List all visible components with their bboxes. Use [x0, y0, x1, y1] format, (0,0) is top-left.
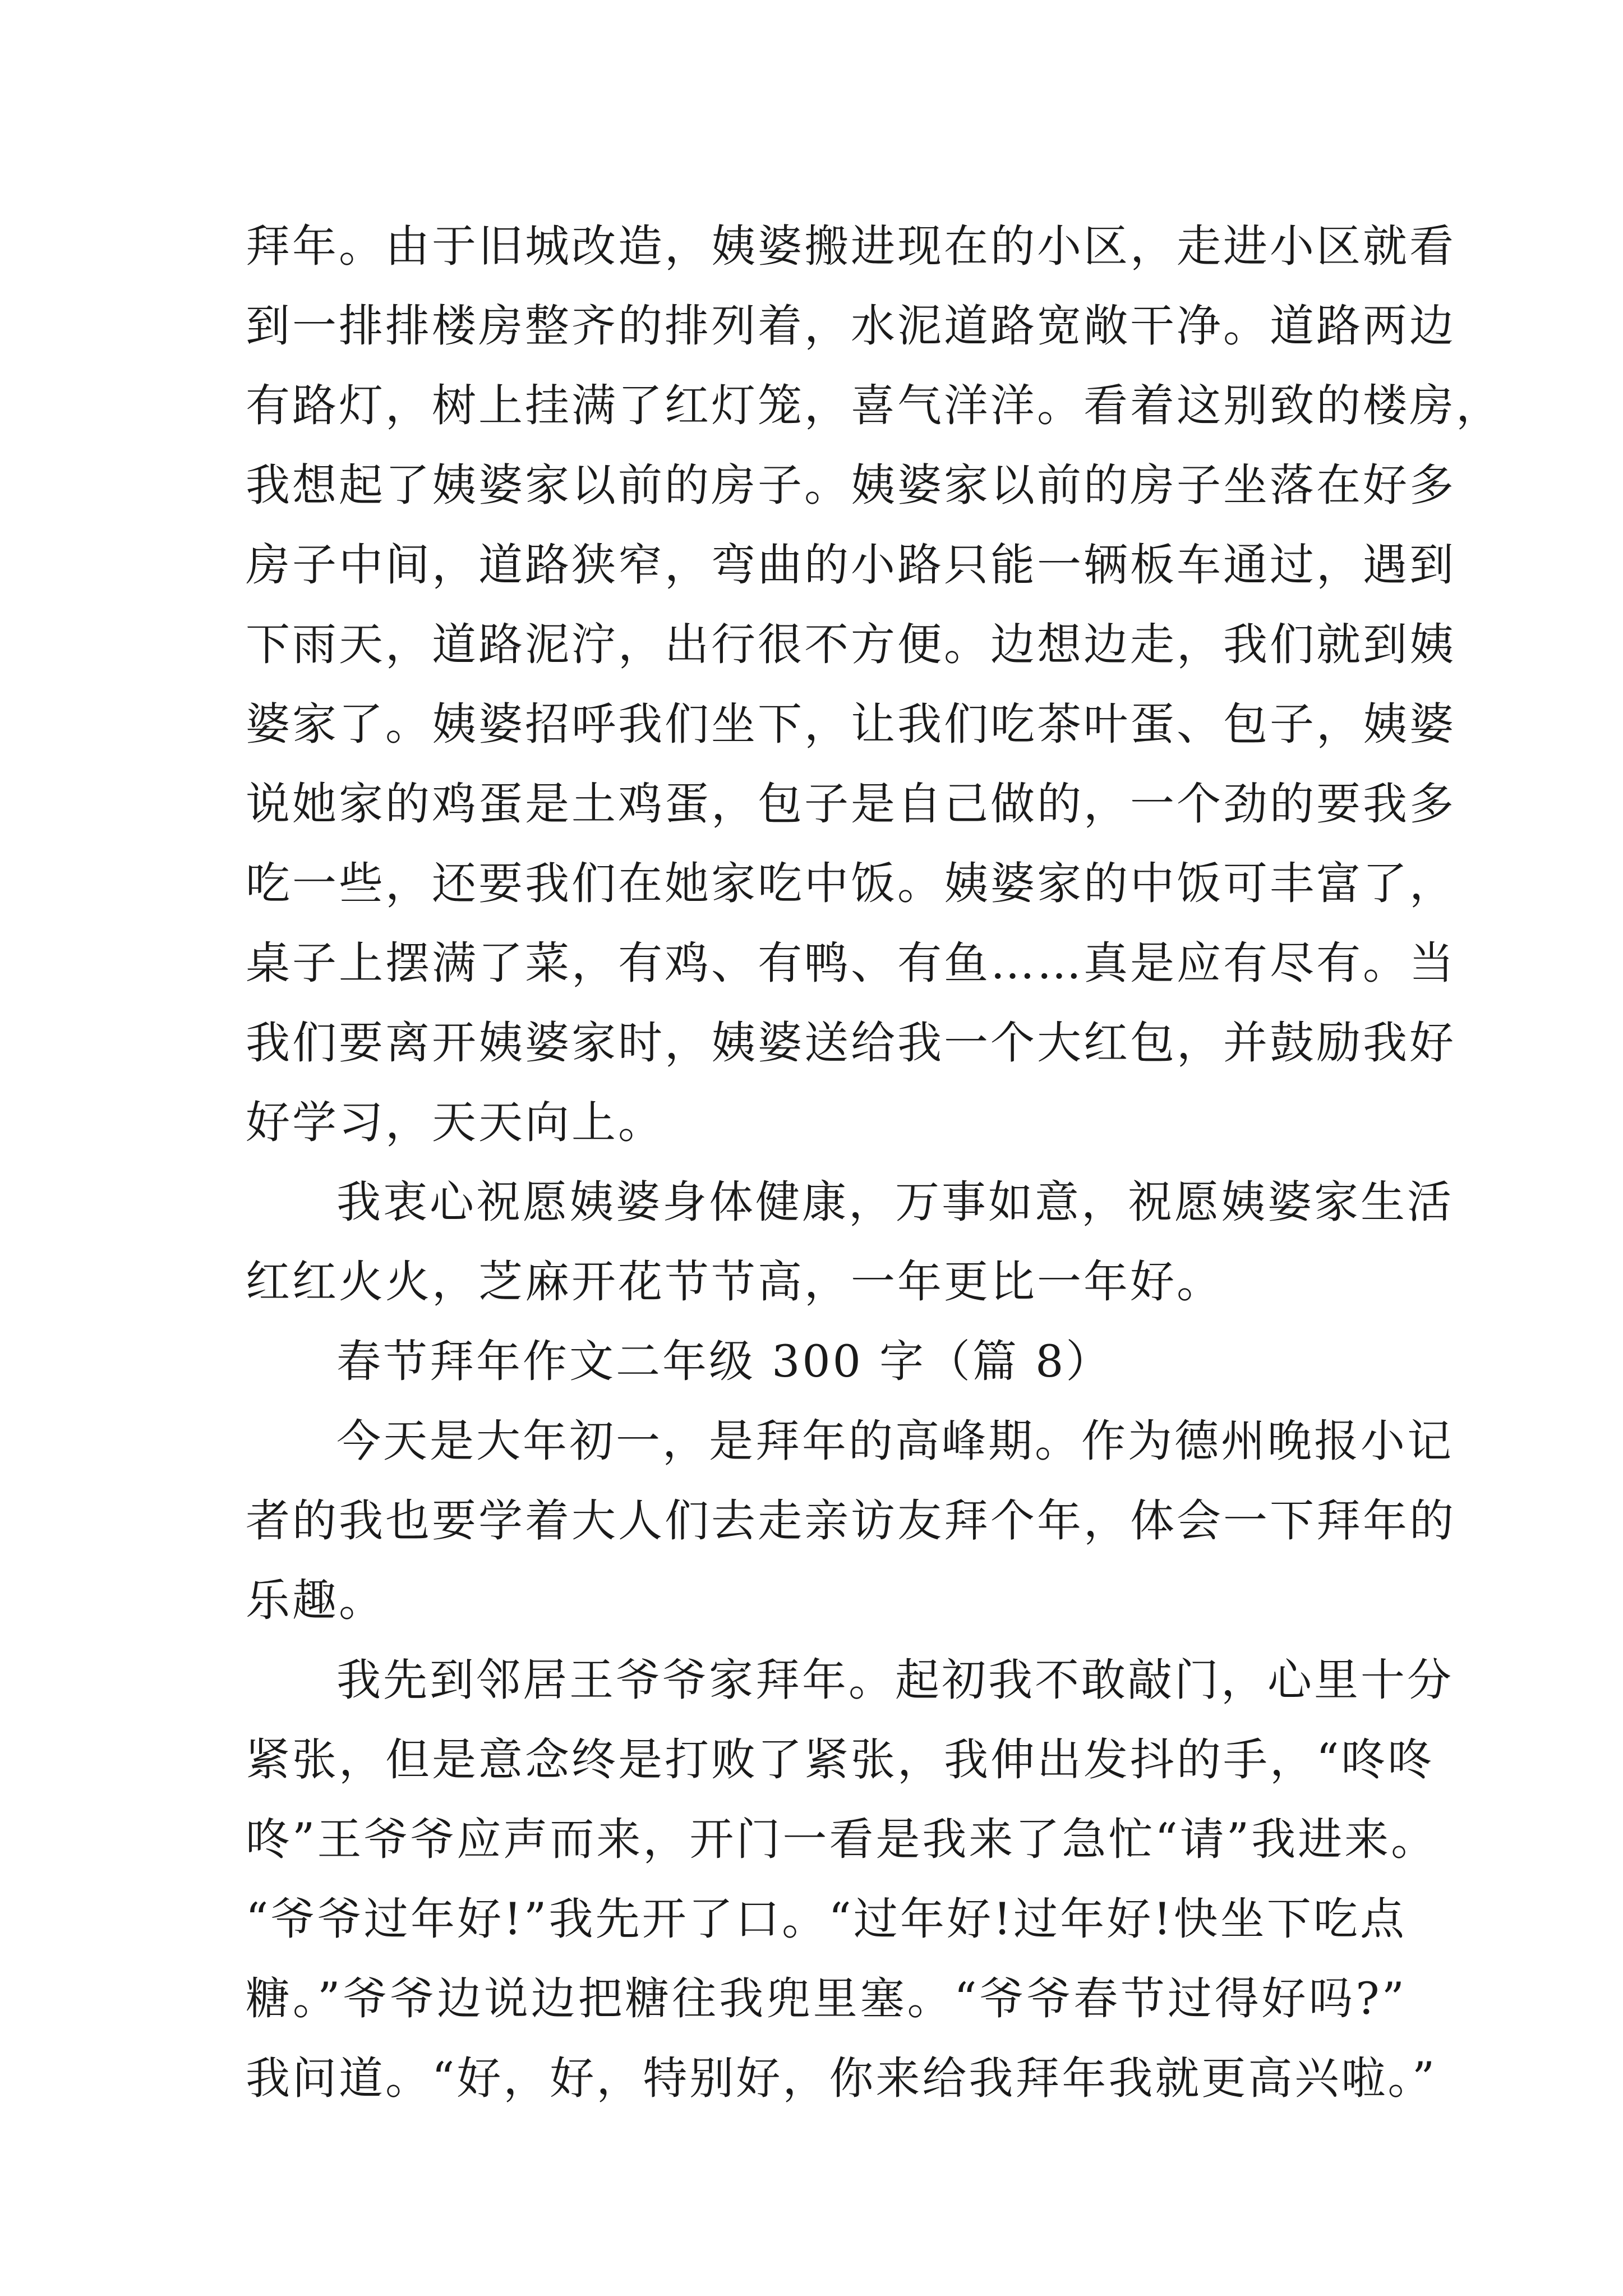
- text-line: 糖。”爷爷边说边把糖往我兜里塞。“爷爷春节过得好吗?”: [246, 1973, 1407, 2024]
- text-line: 好学习，天天向上。: [246, 1097, 665, 1148]
- text-line: 有路灯，树上挂满了红灯笼，喜气洋洋。看着这别致的楼房，: [246, 380, 1502, 431]
- text-line: 下雨天，道路泥泞，出行很不方便。边想边走，我们就到姨: [246, 619, 1456, 670]
- text-line: 今天是大年初一，是拜年的高峰期。作为德州晚报小记: [336, 1415, 1454, 1467]
- text-line: 拜年。由于旧城改造，姨婆搬进现在的小区，走进小区就看: [246, 220, 1456, 272]
- text-line: 房子中间，道路狭窄，弯曲的小路只能一辆板车通过，遇到: [246, 539, 1456, 591]
- text-line: 到一排排楼房整齐的排列着，水泥道路宽敞干净。道路两边: [246, 300, 1456, 352]
- text-line: 我衷心祝愿姨婆身体健康，万事如意，祝愿姨婆家生活: [336, 1176, 1454, 1228]
- text-line: 我们要离开姨婆家时，姨婆送给我一个大红包，并鼓励我好: [246, 1017, 1456, 1069]
- text-line: 咚”王爷爷应声而来，开门一看是我来了急忙“请”我进来。: [246, 1814, 1438, 1865]
- paragraph: [246, 206, 1502, 1162]
- text-line: 紧张，但是意念终是打败了紧张，我伸出发抖的手，“咚咚: [246, 1734, 1435, 1786]
- paragraph: [246, 1640, 1454, 2118]
- text-line: 桌子上摆满了菜，有鸡、有鸭、有鱼……真是应有尽有。当: [246, 937, 1456, 989]
- text-line: 婆家了。姨婆招呼我们坐下，让我们吃茶叶蛋、包子，姨婆: [246, 698, 1456, 750]
- text-line: 我先到邻居王爷爷家拜年。起初我不敢敲门，心里十分: [336, 1654, 1454, 1706]
- heading-line: 春节拜年作文二年级 300 字（篇 8）: [336, 1336, 1113, 1387]
- document-body: [246, 206, 1502, 2118]
- text-line: “爷爷过年好!”我先开了口。“过年好!过年好!快坐下吃点: [246, 1893, 1407, 1945]
- text-line: 吃一些，还要我们在她家吃中饭。姨婆家的中饭可丰富了，: [246, 858, 1456, 909]
- paragraph: [246, 1401, 1456, 1640]
- text-line: 者的我也要学着大人们去走亲访友拜个年，体会一下拜年的: [246, 1495, 1456, 1547]
- text-line: 我问道。“好，好，特别好，你来给我拜年我就更高兴啦。”: [246, 2053, 1437, 2104]
- text-line: 我想起了姨婆家以前的房子。姨婆家以前的房子坐落在好多: [246, 459, 1456, 511]
- section-heading: [246, 1322, 1407, 1401]
- text-line: 说她家的鸡蛋是土鸡蛋，包子是自己做的，一个劲的要我多: [246, 778, 1456, 830]
- text-line: 红红火火，芝麻开花节节高，一年更比一年好。: [246, 1256, 1223, 1308]
- text-line: 乐趣。: [246, 1575, 385, 1626]
- paragraph: [246, 1162, 1454, 1322]
